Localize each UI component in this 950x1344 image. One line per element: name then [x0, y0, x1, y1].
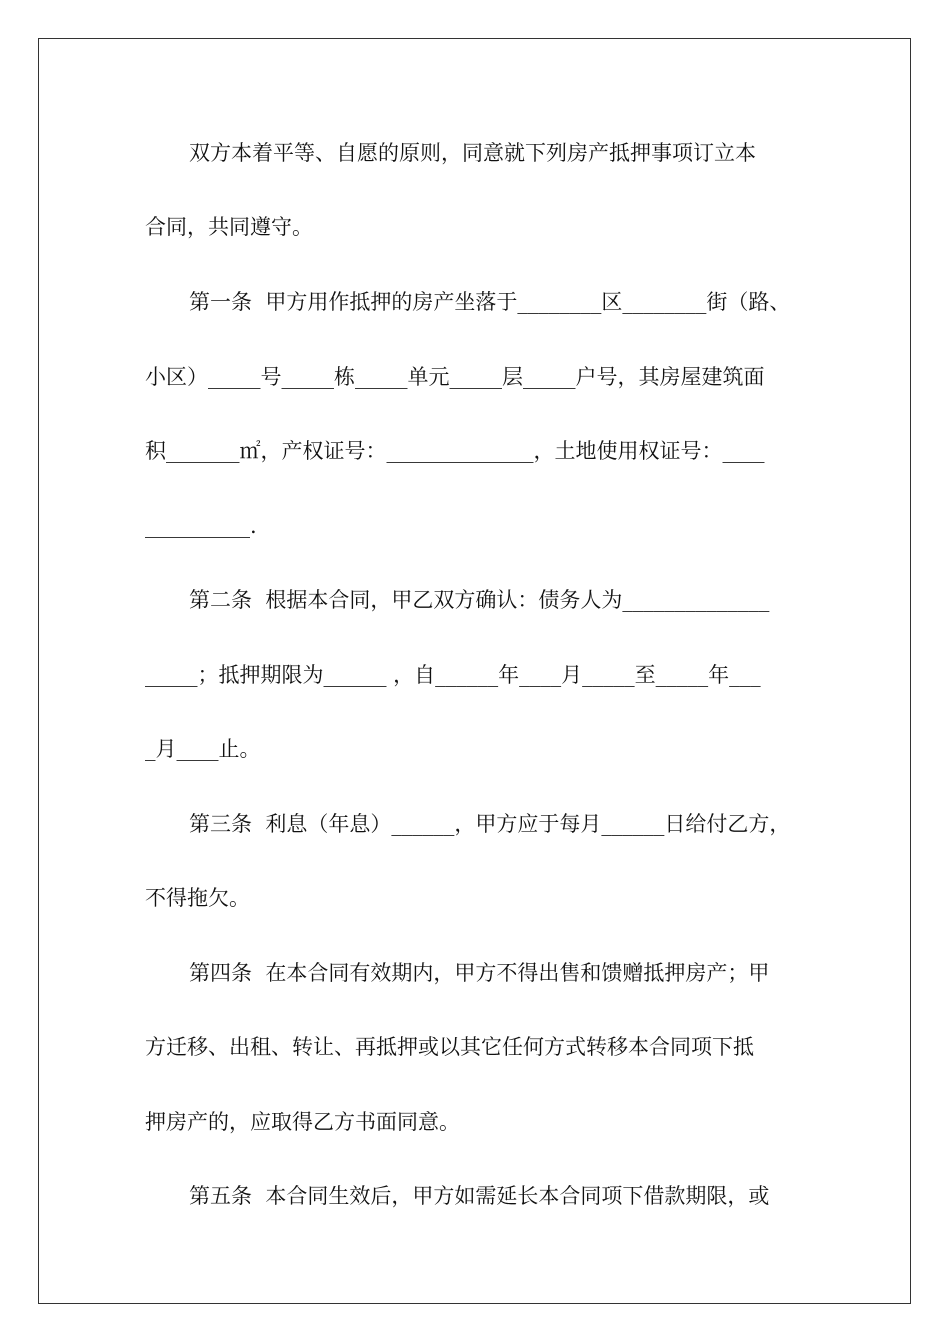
- paragraph-intro-line-2: 合同，共同遵守。: [145, 215, 313, 239]
- paragraph-intro-line-1: 双方本着平等、自愿的原则，同意就下列房产抵押事项订立本: [189, 141, 756, 165]
- article-1-line-1: 第一条 甲方用作抵押的房产坐落于________区________街（路、: [189, 290, 791, 314]
- article-4-line-3: 押房产的，应取得乙方书面同意。: [145, 1110, 460, 1134]
- article-2-line-1: 第二条 根据本合同，甲乙双方确认：债务人为______________: [189, 588, 770, 612]
- article-5-line-1: 第五条 本合同生效后，甲方如需延长本合同项下借款期限，或: [189, 1184, 770, 1208]
- article-2-line-2: _____；抵押期限为______ ，自______年____月_____至_____年___: [145, 663, 761, 687]
- article-1-line-2: 小区）_____号_____栋_____单元_____层_____户号，其房屋建筑面: [145, 365, 765, 389]
- article-1-line-4: __________.: [145, 514, 257, 538]
- article-3-line-1: 第三条 利息（年息）______，甲方应于每月______日给付乙方，: [189, 812, 791, 836]
- article-2-line-3: _月____止。: [145, 737, 261, 761]
- article-4-line-2: 方迁移、出租、转让、再抵押或以其它任何方式转移本合同项下抵: [145, 1035, 754, 1059]
- article-1-line-3: 积_______㎡，产权证号：______________，土地使用权证号：____: [145, 439, 765, 463]
- article-4-line-1: 第四条 在本合同有效期内，甲方不得出售和馈赠抵押房产；甲: [189, 961, 770, 985]
- article-3-line-2: 不得拖欠。: [145, 886, 250, 910]
